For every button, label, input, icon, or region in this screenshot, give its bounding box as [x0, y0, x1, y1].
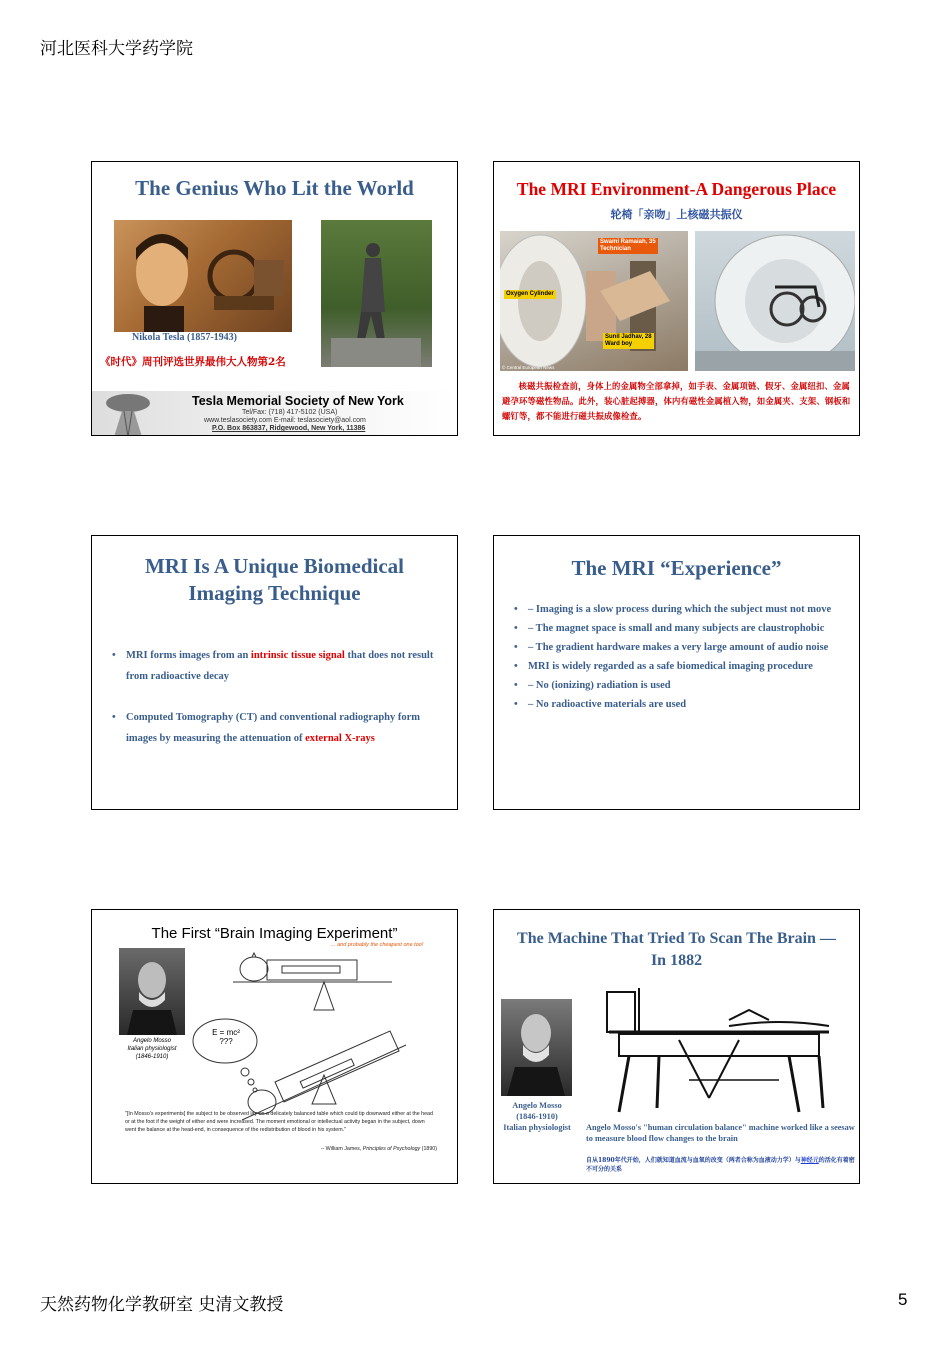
mosso-caption: Angelo Mosso (1846-1910) Italian physiologist [503, 1101, 571, 1132]
experience-item: • – Imaging is a slow process during which the subject must not move [514, 600, 844, 619]
slide-title: The Machine That Tried To Scan The Brain — In 1882 [517, 930, 836, 969]
slide-title: The MRI Environment-A Dangerous Place [516, 179, 837, 199]
society-tel: Tel/Fax: (718) 417-5102 (USA) [242, 409, 338, 416]
slide-subtitle: ... and probably the cheapest one too! [331, 942, 424, 948]
slide-first-brain-imaging [91, 909, 458, 1184]
label-swami: Swami Ramaiah, 35 Technician [600, 239, 656, 252]
label-sunil: Sunil Jadhav, 28 Ward boy [605, 334, 652, 347]
mosso-caption: Angelo Mosso Italian physiologist (1846-1910) [127, 1038, 177, 1060]
slide-mri-unique [91, 535, 458, 810]
society-po-box: P.O. Box 863837, Ridgewood, New York, 11386 [212, 425, 366, 432]
slide-tesla [91, 161, 458, 436]
mri-accident-photo [500, 231, 688, 371]
experience-item: • – The magnet space is small and many subjects are claustrophobic [514, 619, 844, 638]
william-james-quote: "[In Mosso's experiments] the subject to be observed lay on a delicately balanced table which could tip downward either at the head or at the foot if the weight of either end were increased. The moment emotional or intellectual activity began in the subject, down went the balance at the head-end, in consequence of the redistribution of blood in his system." [125, 1111, 433, 1133]
circulation-balance-engraving [579, 980, 859, 1120]
page-number: 5 [898, 1290, 908, 1309]
slide-title: The Genius Who Lit the World [135, 176, 414, 200]
slide-title: The First “Brain Imaging Experiment” [151, 925, 398, 942]
label-oxygen-cylinder: Oxygen Cylinder [506, 291, 554, 297]
experience-item: • – The gradient hardware makes a very large amount of audio noise [514, 638, 844, 657]
photo-credit: © Central European News [502, 365, 555, 370]
tesla-society-banner [92, 391, 457, 436]
bullet-external-xrays: • Computed Tomography (CT) and conventional radiography form images by measuring the attenuation of external X-rays [112, 707, 444, 749]
tesla-statue-photo [321, 220, 432, 367]
page-header: 河北医科大学药学院 [40, 39, 193, 59]
slide-machine-1882 [493, 909, 860, 1184]
thought-bubble-text: E = mc² ??? [212, 1028, 240, 1046]
tesla-portrait-photo [114, 220, 292, 332]
experience-item: • MRI is widely regarded as a safe biomedical imaging procedure [514, 657, 844, 676]
society-web: www.teslasociety.com E-mail: teslasociety@aol.com [204, 417, 366, 424]
mri-wheelchair-photo [695, 231, 855, 371]
time-ranking-note: 《时代》周刊评选世界最伟大人物第2名 [100, 356, 286, 368]
hemodynamics-note: 自从1890年代开始，人们就知道血流与血氧的改变（两者合称为血液动力学）与神经元的活化有着密不可分的关系 [586, 1157, 855, 1173]
experience-list [514, 600, 844, 714]
mri-safety-note: 核磁共振检查前，身体上的金属物全部拿掉，如手表、金属项链、假牙、金属纽扣、金属避孕环等磁性物品。此外，装心脏起搏器，体内有磁性金属植入物，如金属夹、支架、钢板和螺钉等，都不能进行磁共振成像检查。 [502, 381, 851, 421]
tesla-tower-icon [98, 391, 158, 436]
slide-title: MRI Is A Unique Biomedical Imaging Technique [144, 554, 405, 605]
neuron-link[interactable]: 神经元 [800, 1157, 819, 1164]
balance-diagram [92, 910, 458, 1184]
slide-title: The MRI “Experience” [571, 556, 782, 580]
experience-item: • – No radioactive materials are used [514, 695, 844, 714]
slide-mri-environment [493, 161, 860, 436]
experience-item: • – No (ionizing) radiation is used [514, 676, 844, 695]
slide-subtitle: 轮椅「亲吻」上核磁共振仪 [610, 208, 743, 221]
machine-description: Angelo Mosso's "human circulation balance" machine worked like a seesaw to measure blood flow changes to the brain [586, 1123, 855, 1143]
mosso-portrait-photo [501, 999, 572, 1096]
quote-attribution: -- William James, Principles of Psychology (1890) [320, 1146, 437, 1152]
page-footer: 天然药物化学教研室 史清文教授 [40, 1295, 284, 1315]
tesla-caption: Nikola Tesla (1857-1943) [132, 332, 238, 343]
slide-mri-experience [493, 535, 860, 810]
bullet-intrinsic-signal: • MRI forms images from an intrinsic tissue signal that does not result from radioactive decay [112, 645, 444, 687]
society-name: Tesla Memorial Society of New York [192, 394, 404, 408]
